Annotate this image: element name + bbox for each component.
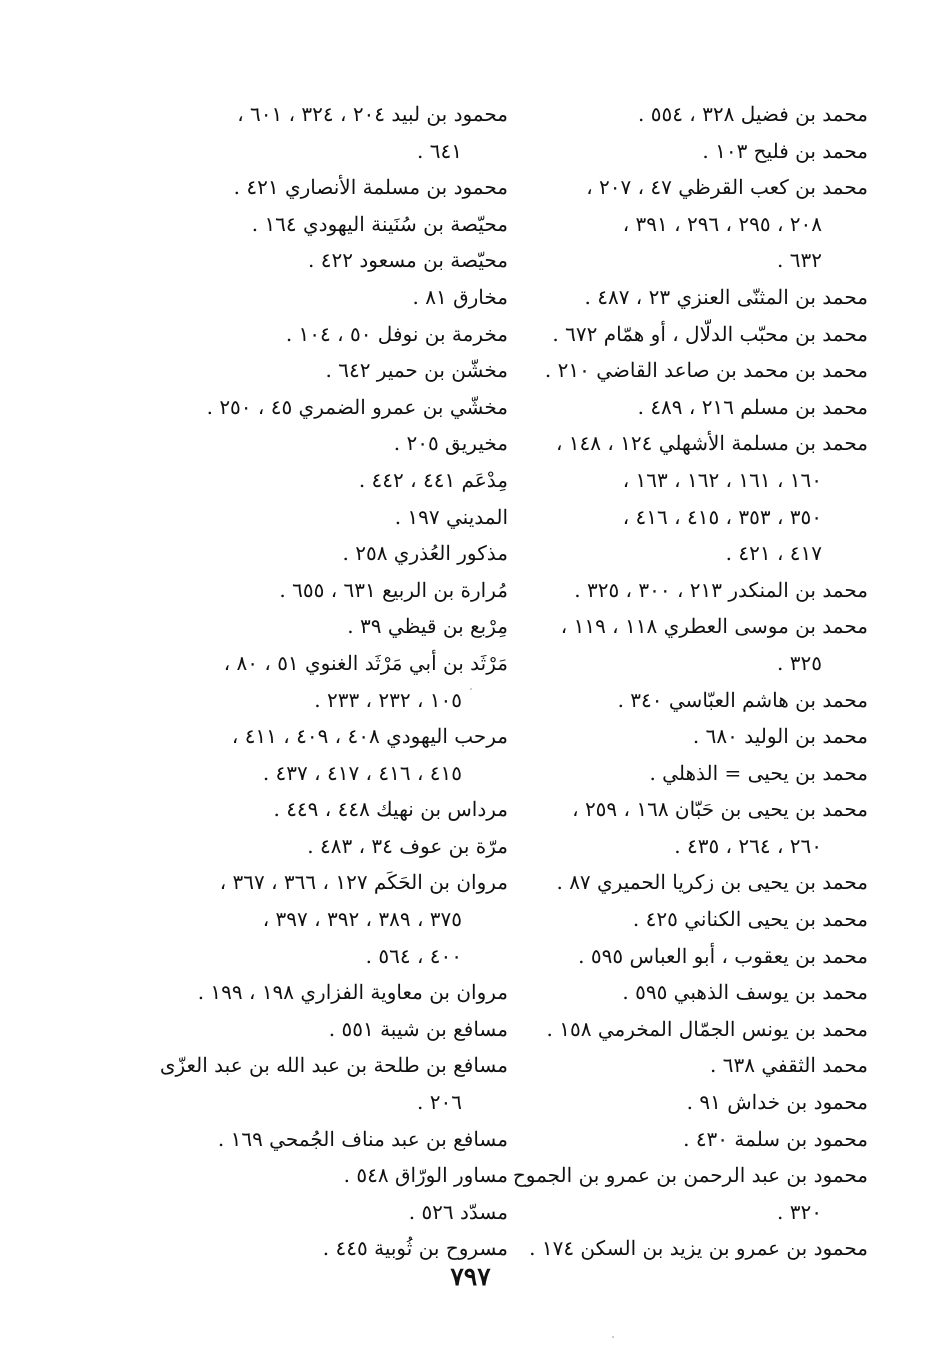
index-entry-continuation: ٣٢٥ . — [777, 650, 822, 675]
index-entry: مروان بن معاوية الفزاري ١٩٨ ، ١٩٩ . — [197, 980, 508, 1005]
index-entry: مخيريق ٢٠٥ . — [393, 431, 508, 456]
index-entry-continuation: ٢٦٠ ، ٢٦٤ ، ٤٣٥ . — [674, 833, 822, 858]
index-entry: محمد بن المثنّى العنزي ٢٣ ، ٤٨٧ . — [584, 284, 868, 309]
index-entry: محمد بن يحيى الكناني ٤٢٥ . — [632, 907, 868, 932]
index-entry: مساور الورّاق ٥٤٨ . — [343, 1163, 508, 1188]
index-entry: محمد بن مسلمة الأشهلي ١٢٤ ، ١٤٨ ، — [555, 431, 868, 456]
index-entry: مسافع بن طلحة بن عبد الله بن عبد العزّى — [159, 1053, 508, 1078]
index-entry: مسدّد ٥٢٦ . — [408, 1199, 508, 1224]
index-entry: مَرْثَد بن أبي مَرْثَد الغنوي ٥١ ، ٨٠ ، — [223, 650, 508, 675]
index-entry: محمد بن يعقوب ، أبو العباس ٥٩٥ . — [578, 943, 868, 968]
print-speck — [470, 688, 472, 690]
index-entry-continuation: ١٦٠ ، ١٦١ ، ١٦٢ ، ١٦٣ ، — [622, 467, 822, 492]
index-entry: محمد بن الوليد ٦٨٠ . — [692, 724, 868, 749]
index-entry-continuation: ٤٠٠ ، ٥٦٤ . — [365, 943, 462, 968]
page-number: ٧٩٧ — [450, 1262, 491, 1291]
index-entry: محمود بن عبد الرحمن بن عمرو بن الجموح — [512, 1163, 868, 1188]
index-entry: محمد بن فليح ١٠٣ . — [702, 138, 868, 163]
index-entry: محمد بن كعب القرظي ٤٧ ، ٢٠٧ ، — [586, 175, 868, 200]
index-entry: محمود بن خداش ٩١ . — [686, 1090, 868, 1115]
index-entry: محمد بن يحيى = الذهلي . — [649, 760, 868, 785]
index-entry-continuation: ٢٠٦ . — [417, 1090, 462, 1115]
index-entry-continuation: ٣٧٥ ، ٣٨٩ ، ٣٩٢ ، ٣٩٧ ، — [262, 907, 462, 932]
index-entry: محمد بن محمد بن صاعد القاضي ٢١٠ . — [544, 358, 868, 383]
index-entry: محيّصة بن سُنَينة اليهودي ١٦٤ . — [251, 211, 508, 236]
index-entry: مروان بن الحَكَم ١٢٧ ، ٣٦٦ ، ٣٦٧ ، — [219, 870, 508, 895]
index-entry-continuation: ٤١٧ ، ٤٢١ . — [725, 541, 822, 566]
index-entry: مسافع بن شيبة ٥٥١ . — [328, 1016, 508, 1041]
index-entry: محمود بن سلمة ٤٣٠ . — [683, 1126, 868, 1151]
index-entry: محمد بن هاشم العبّاسي ٣٤٠ . — [617, 687, 868, 712]
index-entry: محمود بن لبيد ٢٠٤ ، ٣٢٤ ، ٦٠١ ، — [237, 102, 508, 126]
index-entry: مسروح بن ثُوبية ٤٤٥ . — [322, 1236, 508, 1261]
index-entry: مخارق ٨١ . — [412, 284, 508, 309]
index-entry: محمد بن يحيى بن حَبّان ١٦٨ ، ٢٥٩ ، — [572, 797, 868, 822]
index-entry: محمد الثقفي ٦٣٨ . — [710, 1053, 868, 1078]
index-entry: مخرمة بن نوفل ٥٠ ، ١٠٤ . — [285, 321, 508, 346]
index-entry: محمد بن فضيل ٣٢٨ ، ٥٥٤ . — [638, 102, 868, 126]
index-entry: محمد بن محبّب الدلّال ، أو همّام ٦٧٢ . — [552, 321, 868, 346]
index-entry-continuation: ٦٤١ . — [417, 138, 462, 163]
index-entry: محمود بن مسلمة الأنصاري ٤٢١ . — [233, 175, 508, 200]
index-entry: مِدْعَم ٤٤١ ، ٤٤٢ . — [358, 467, 508, 492]
index-entry: محيّصة بن مسعود ٤٢٢ . — [308, 248, 508, 273]
index-entry-continuation: ٦٣٢ . — [777, 248, 822, 273]
index-entry-continuation: ٣٢٠ . — [777, 1199, 822, 1224]
index-entry-continuation: ١٠٥ ، ٢٣٢ ، ٢٣٣ . — [314, 687, 462, 712]
index-entry-continuation: ٣٥٠ ، ٣٥٣ ، ٤١٥ ، ٤١٦ ، — [622, 504, 822, 529]
index-entry: محمود بن عمرو بن يزيد بن السكن ١٧٤ . — [529, 1236, 868, 1261]
index-entry-continuation: ٤١٥ ، ٤١٦ ، ٤١٧ ، ٤٣٧ . — [262, 760, 462, 785]
index-entry: محمد بن موسى العطري ١١٨ ، ١١٩ ، — [560, 614, 868, 639]
index-entry: مرحب اليهودي ٤٠٨ ، ٤٠٩ ، ٤١١ ، — [231, 724, 508, 749]
index-entry: مذكور العُذري ٢٥٨ . — [342, 541, 508, 566]
index-entry: محمد بن يحيى بن زكريا الحميري ٨٧ . — [556, 870, 868, 895]
index-entry: محمد بن يوسف الذهبي ٥٩٥ . — [622, 980, 868, 1005]
print-speck — [612, 1336, 614, 1338]
index-entry: مسافع بن عبد مناف الجُمحي ١٦٩ . — [217, 1126, 508, 1151]
index-entry: محمد بن المنكدر ٢١٣ ، ٣٠٠ ، ٣٢٥ . — [574, 577, 868, 602]
index-entry: مخشّن بن حمير ٦٤٢ . — [325, 358, 508, 383]
index-column-left — [159, 96, 508, 1267]
index-entry: مرداس بن نهيك ٤٤٨ ، ٤٤٩ . — [273, 797, 508, 822]
index-entry: المديني ١٩٧ . — [394, 504, 508, 529]
index-entry: مِرْبع بن قيظي ٣٩ . — [347, 614, 508, 639]
index-column-right — [512, 96, 868, 1267]
index-entry: محمد بن مسلم ٢١٦ ، ٤٨٩ . — [637, 394, 868, 419]
index-entry: مخشّي بن عمرو الضمري ٤٥ ، ٢٥٠ . — [206, 394, 508, 419]
index-entry: مرّة بن عوف ٣٤ ، ٤٨٣ . — [307, 833, 508, 858]
index-entry: محمد بن يونس الجمّال المخرمي ١٥٨ . — [546, 1016, 868, 1041]
index-entry: مُرارة بن الربيع ٦٣١ ، ٦٥٥ . — [279, 577, 508, 602]
index-entry-continuation: ٢٠٨ ، ٢٩٥ ، ٢٩٦ ، ٣٩١ ، — [622, 211, 822, 236]
